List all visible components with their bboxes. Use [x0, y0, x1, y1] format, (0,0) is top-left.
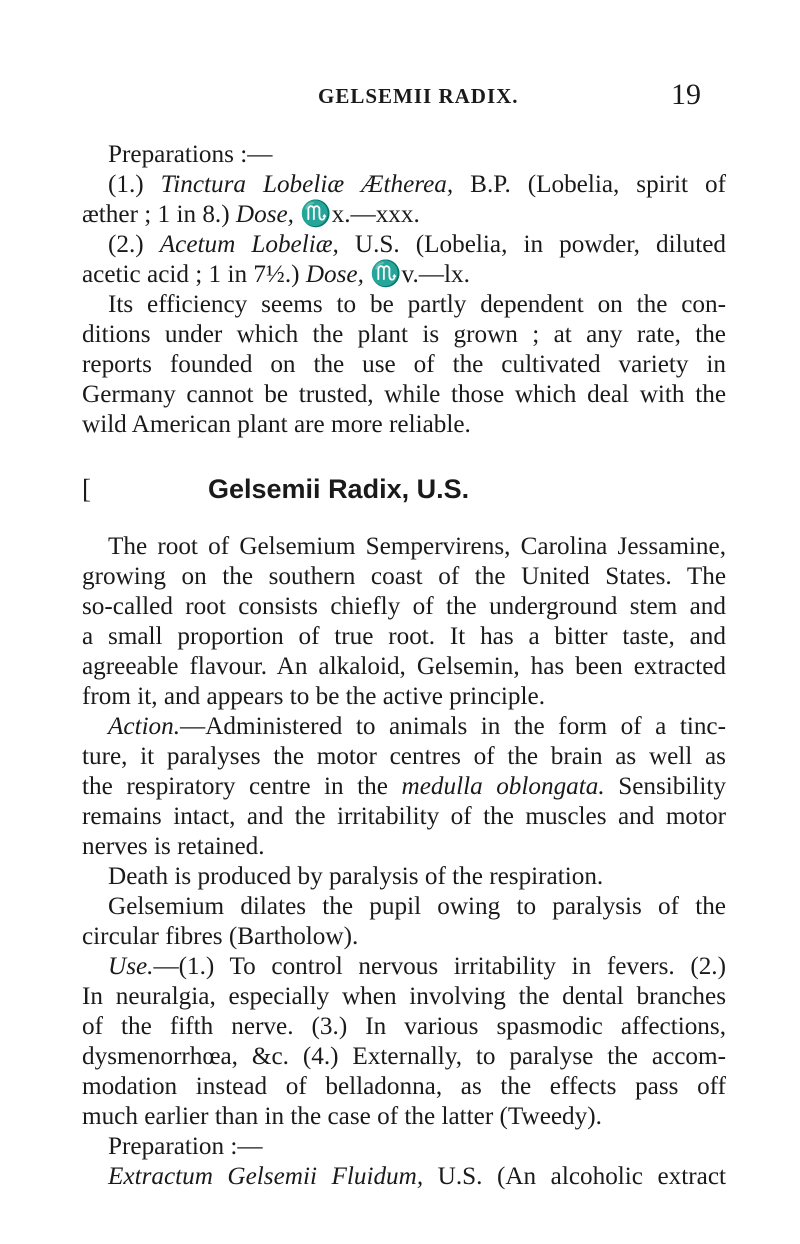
action-line-2: ture, it paralyses the motor centres of the brain as well as	[82, 743, 726, 770]
use-line: of the fifth nerve. (3.) In various spasmodic affections,	[82, 1013, 726, 1040]
prep1-dose-value: ♏x.—xxx.	[293, 201, 420, 228]
preparation-2-line-1	[108, 230, 726, 260]
prep2-dose-value: ♏v.—lx.	[363, 261, 470, 288]
efficiency-line: Germany cannot be trusted, while those which deal with the	[82, 381, 726, 408]
heading-bracket: [	[82, 474, 91, 504]
action-text: Sensibility	[604, 773, 726, 800]
preparations-label: Preparations :—	[108, 141, 273, 168]
efficiency-line: ditions under which the plant is grown ; at any rate, the	[82, 321, 726, 348]
efficiency-line: reports founded on the use of the cultivated variety in	[82, 351, 726, 378]
use-line: In neuralgia, especially when involving the dental branches	[82, 983, 726, 1010]
description-line: agreeable flavour. An alkaloid, Gelsemin, has been extracted	[82, 653, 726, 680]
preparation-label: Preparation :—	[108, 1133, 263, 1160]
prep1-number: (1.)	[108, 171, 161, 198]
description-line: a small proportion of true root. It has a bitter taste, and	[82, 623, 726, 650]
prep2-detail: U.S. (Lobelia, in powder, diluted	[338, 231, 726, 258]
action-text: the respiratory centre in the	[82, 773, 402, 800]
action-text: —Administered to animals in the form of a tinc-	[180, 713, 726, 740]
use-line: modation instead of belladonna, as the effects pass off	[82, 1073, 726, 1100]
efficiency-line: wild American plant are more reliable.	[82, 411, 471, 438]
action-line-1	[108, 712, 726, 742]
page-number: 19	[671, 78, 701, 111]
pupil-line: circular fibres (Bartholow).	[82, 923, 359, 950]
prep2-dose-label: Dose,	[305, 261, 364, 288]
action-line-4: remains intact, and the irritability of the muscles and motor	[82, 803, 726, 830]
preparation-2-line-2	[82, 260, 470, 290]
extract-detail: U.S. (An alcoholic extract	[423, 1163, 726, 1190]
pupil-line: Gelsemium dilates the pupil owing to paralysis of the	[108, 893, 726, 920]
prep2-ratio: acetic acid ; 1 in 7½.)	[82, 261, 306, 288]
prep1-detail: B.P. (Lobelia, spirit of	[453, 171, 726, 198]
death-line: Death is produced by paralysis of the respiration.	[108, 863, 604, 890]
prep2-name: Acetum Lobeliæ,	[159, 231, 339, 258]
prep1-name: Tinctura Lobeliæ Ætherea,	[160, 171, 454, 198]
heading-title: Gelsemii Radix, U.S.	[208, 474, 470, 504]
preparation-1-line-2	[82, 200, 420, 230]
use-line: much earlier than in the case of the latter (Tweedy).	[82, 1103, 602, 1130]
prep1-ratio: æther ; 1 in 8.)	[82, 201, 236, 228]
action-line-5: nerves is retained.	[82, 833, 265, 860]
extract-line	[108, 1162, 726, 1192]
efficiency-line: Its efficiency seems to be partly dependent on the con-	[108, 291, 726, 318]
extract-name: Extractum Gelsemii Fluidum,	[108, 1163, 424, 1190]
use-label: Use.	[108, 953, 154, 980]
running-head	[0, 78, 800, 116]
preparation-1-line-1	[108, 170, 726, 200]
description-line: growing on the southern coast of the United States. The	[82, 563, 726, 590]
prep2-number: (2.)	[108, 231, 160, 258]
running-title: GELSEMII RADIX.	[318, 84, 519, 108]
use-line-1	[108, 952, 726, 982]
action-label: Action.	[108, 713, 181, 740]
section-heading	[0, 474, 800, 510]
prep1-dose-label: Dose,	[235, 201, 294, 228]
action-term: medulla oblongata.	[401, 773, 605, 800]
description-line: The root of Gelsemium Sempervirens, Carolina Jessamine,	[108, 533, 726, 560]
description-line: from it, and appears to be the active principle.	[82, 683, 545, 710]
action-line-3	[82, 772, 726, 802]
use-text: —(1.) To control nervous irritability in fevers. (2.)	[153, 953, 726, 980]
use-line: dysmenorrhœa, &c. (4.) Externally, to paralyse the accom-	[82, 1043, 726, 1070]
description-line: so-called root consists chiefly of the underground stem and	[82, 593, 726, 620]
